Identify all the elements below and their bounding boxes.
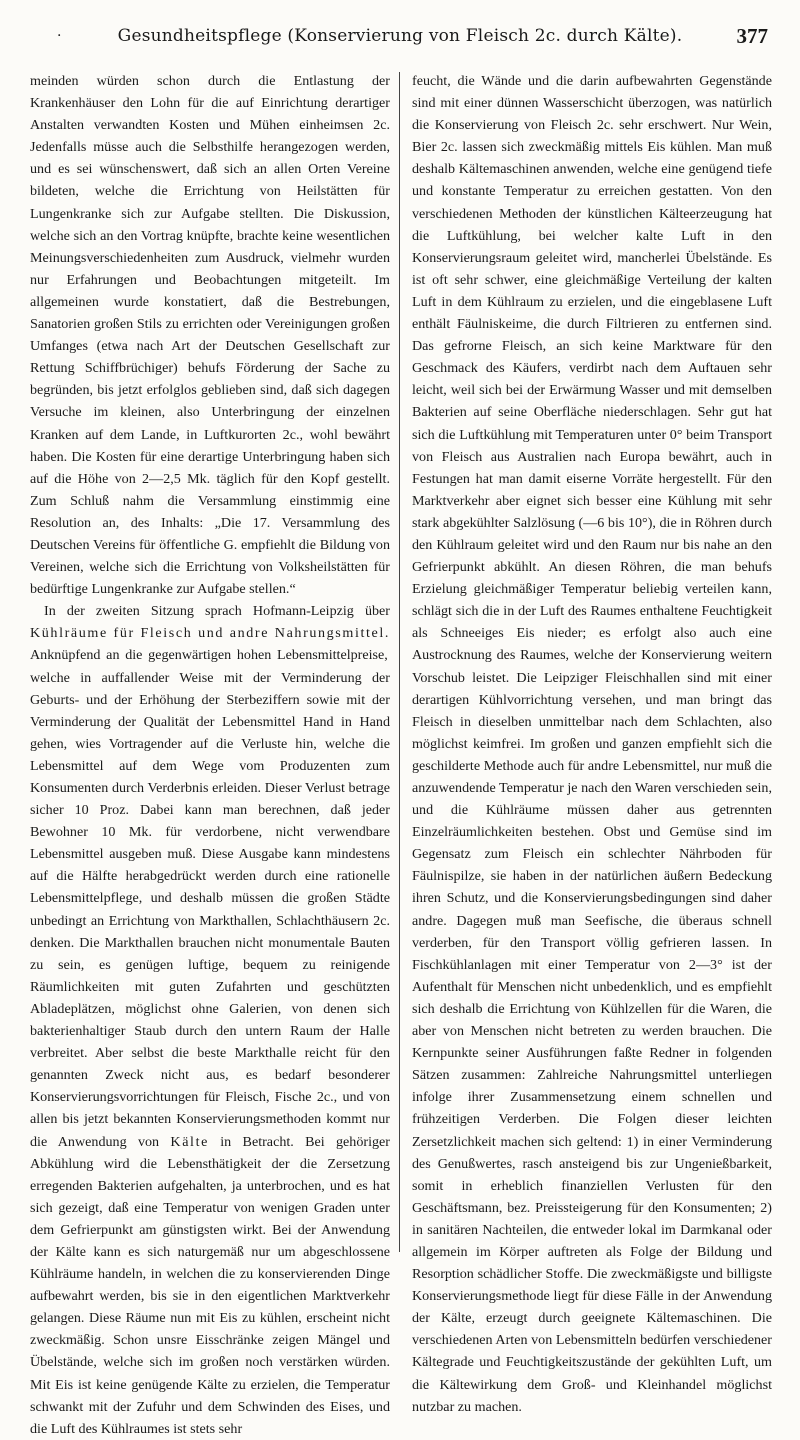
- lecture-body-text: Anknüpfend an die gegenwärtigen hohen Lebensmittelpreise, welche in auffallender Weise mit der Verminderung der Geburts- und der Erhöhung der Sterbeziffern sowie mit der Verminderung der Qualität der Lebensmittel Hand in Hand gehen, wies Vortragender auf die Verluste hin, welche die Lebensmittel auf dem Wege vom Produzenten zum Konsumenten durch Verderbnis erleiden. Dieser Verlust betrage sicher 10 Proz. Dabei kann man berechnen, daß jeder Bewohner 10 Mk. für verdorbene, nicht verwendbare Lebensmittel ausgeben muß. Diese Ausgabe kann mindestens auf die Hälfte herabgedrückt werden durch eine rationelle Lebensmittelpflege, und deshalb müssen die großen Städte unbedingt an Errichtung von Markthallen, Schlachthäusern 2c. denken. Die Markthallen brauchen nicht monumentale Bauten zu sein, es genügen luftige, bequem zu reinigende Räumlichkeiten mit guten Zufahrten und geschützten Abladeplätzen, möglichst ohne Galerien, von denen sich bakterienhaltiger Staub durch den untern Raum der Halle verbreitet. Aber selbst die beste Markthalle reicht für den genannten Zweck nicht aus, es bedarf besonderer Konservierungsvorrichtungen für Fleisch, Fische 2c., und von allen bis jetzt bekannten Konservierungsmethoden kommt nur die Anwendung von: [30, 647, 390, 1150]
- left-paragraph-1: meinden würden schon durch die Entlastung der Krankenhäuser den Lohn für die auf Einrichtung derartiger Anstalten verwandten Kosten und Mühen einheimsen 2c. Jedenfalls müsse auch die Selbsthilfe herangezogen werden, und es sei wünschenswert, daß sich an allen Orten Vereine bildeten, welche die Errichtung von Heilstätten für Lungenkranke sich zur Aufgabe stellten. Die Diskussion, welche sich an den Vortrag knüpfte, brachte keine wesentlichen Meinungsverschiedenheiten zum Ausdruck, vielmehr wurden nur Erfahrungen und Beobachtungen mitgeteilt. Im allgemeinen wurde konstatiert, daß die Bestrebungen, Sanatorien großen Stils zu errichten oder Vereinigungen großen Umfanges (etwa nach Art der Deutschen Gesellschaft zur Rettung Schiffbrüchiger) behufs Förderung der Sache zu begründen, bis jetzt erfolglos geblieben sind, daß sich dagegen Versuche im kleinen, also Unterbringung der einzelnen Kranken auf dem Lande, in Luftkurorten 2c., wohl bewährt haben. Die Kosten für eine derartige Unterbringung haben sich auf die Höhe von 2—2,5 Mk. täglich für den Kopf gestellt. Zum Schluß nahm die Versammlung einstimmig eine Resolution an, des Inhalts: „Die 17. Versammlung des Deutschen Vereins für öffentliche G. empfiehlt die Bildung von Vereinen, welche sich die Errichtung von Volksheilstätten für bedürftige Lungenkranke zur Aufgabe stellen.“: [30, 73, 390, 598]
- page-number: 377: [736, 24, 768, 48]
- emphasis-kaelte: Kälte: [170, 1133, 209, 1150]
- lecture-topic: Kühlräume für Fleisch und andre Nahrungsmittel.: [30, 625, 390, 642]
- lecture-intro-text: In der zweiten Sitzung sprach Hofmann-Leipzig über: [44, 603, 390, 620]
- lecture-body-end: in Betracht. Bei gehöriger Abkühlung wird die Lebensthätigkeit der die Zersetzung erregenden Bakterien aufgehalten, ja unterbrochen, und es hat sich gezeigt, daß eine Temperatur von wenigen Graden unter dem Gefrierpunkt am günstigsten wirkt. Bei der Anwendung der Kälte kann es sich naturgemäß nur um abgeschlossene Kühlräume handeln, in welchen die zu konservierenden Dinge aufbewahrt werden, bis sie in den eigentlichen Marktverkehr gelangen. Diese Räume nun mit Eis zu kühlen, erscheint nicht zweckmäßig. Schon unsre Eisschränke zeigen Mängel und Übelstände, welche sich im großen noch verstärken würden. Mit Eis ist keine genügende Kälte zu erzielen, die Temperatur schwankt mit der Zufuhr und dem Schwinden des Eises, und die Luft des Kühlraumes ist stets sehr: [30, 1133, 391, 1437]
- column-divider: [399, 72, 400, 1252]
- right-paragraph-1: feucht, die Wände und die darin aufbewahrten Gegenstände sind mit einer dünnen Wasserschicht überzogen, was natürlich die Konservierung von Fleisch 2c. sehr erschwert. Nur Wein, Bier 2c. lassen sich zweckmäßig mittels Eis kühlen. Man muß deshalb Kältemaschinen anwenden, welche eine genügend tiefe und konstante Temperatur zu erreichen gestatten. Von den verschiedenen Methoden der künstlichen Kälteerzeugung hat die Luftkühlung, bei welcher kalte Luft in den Konservierungsraum geleitet wird, mancherlei Übelstände. Es ist oft sehr schwer, eine gleichmäßige Verteilung der kalten Luft in dem Kühlraum zu erzielen, und die eingeblasene Luft enthält Fäulniskeime, die durch Filtrieren zu entfernen sind. Das gefrorne Fleisch, an sich keine Marktware für den Geschmack des Käufers, verdirbt nach dem Auftauen sehr leicht, weil sich bei der Erwärmung Wasser und mit demselben Bakterien auf seine Oberfläche niederschlagen. Sehr gut hat sich die Luftkühlung mit Temperaturen unter 0° beim Transport von Fleisch aus Australien nach Europa bewährt, auch in Festungen hat man damit eiserne Vorräte hergestellt. Für den Marktverkehr aber eignet sich besser eine Kühlung mit sehr stark abgekühlter Salzlösung (—6 bis 10°), die in Röhren durch den Kühlraum geleitet wird und den Raum nur bis nahe an den Gefrierpunkt abkühlt. An diesen Röhren, die man behufs Erzielung gleichmäßiger Temperatur beliebig verteilen kann, schlägt sich die in der Luft des Raumes enthaltene Feuchtigkeit als Schneeiges Eis nieder; es erfolgt also auch eine Austrocknung des Raumes, welche der Konservierung weitern Vorschub leistet. Die Leipziger Fleischhallen sind mit einer derartigen Kühlvorrichtung versehen, und man bringt das Fleisch in dieselben unmittelbar nach dem Schlachten, also möglichst keimfrei. Im großen und ganzen empfiehlt sich die geschilderte Methode auch für andre Lebensmittel, nur muß die anzuwendende Temperatur je nach den Waren verschieden sein, und die Kühlräume müssen daher aus getrennten Einzelräumlichkeiten bestehen. Obst und Gemüse sind im Gegensatz zum Fleisch ein schlechter Nährboden für Fäulnispilze, sie haben in der natürlichen äußern Bedeckung ihren Schutz, und die Konservierungsbedingungen sind daher andre. Dagegen muß man Seefische, die überaus schnell verderben, für den Transport völlig gefrieren lassen. In Fischkühlanlagen mit einer Temperatur von 2—3° ist der Aufenthalt für Menschen nicht unbedenklich, und es empfiehlt sich deshalb die Errichtung von Kühlzellen für die Waren, die aber von Menschen nicht betreten zu werden brauchen. Die Kernpunkte seiner Ausführungen faßte Redner in folgenden Sätzen zusammen: Zahlreiche Nahrungsmittel unterliegen infolge ihrer Zusammensetzung einem schnellen und frühzeitigen Verderben. Die Folgen dieser leichten Zersetzlichkeit machen sich geltend: 1) in einer Verminderung des Genußwertes, rasch ansteigend bis zur Ungenießbarkeit, somit in erheblich finanziellen Verlusten für den Geschäftsmann, bez. Preissteigerung für den Konsumenten; 2) in sanitären Nachteilen, die entweder lokal im Darmkanal oder allgemein im Körper auftreten als Folge der Bildung und Resorption schädlicher Stoffe. Die zweckmäßigste und billigste Konservierungsmethode liegt für diese Fälle in der Anwendung der Kälte, erzeugt durch geeignete Kältemaschinen. Die verschiedenen Arten von Lebensmitteln bedürfen verschiedener Kältegrade und Feuchtigkeitszustände der gekühlten Luft, um die Kältewirkung dem Groß- und Kleinhandel möglichst nutzbar zu machen.: [412, 73, 772, 1415]
- left-paragraph-2: [30, 600, 390, 1440]
- left-column: [30, 70, 391, 1437]
- header-dot: ·: [57, 28, 62, 44]
- right-column: [412, 70, 772, 1415]
- running-title: Gesundheitspflege (Konservierung von Fleisch 2c. durch Kälte).: [117, 26, 683, 46]
- running-header: [0, 22, 800, 58]
